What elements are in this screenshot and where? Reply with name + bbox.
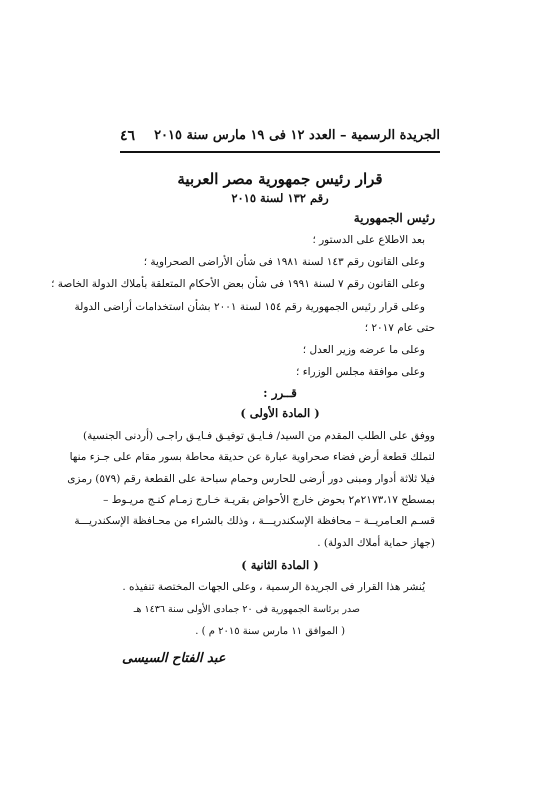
preamble-line: وعلى القانون رقم ٧ لسنة ١٩٩١ فى شأن بعض الأحكام المتعلقة بأملاك الدولة الخاصة ؛ [51,278,425,290]
running-title: الجريدة الرسمية – العدد ١٢ فى ١٩ مارس سنة ٢٠١٥ [154,128,440,143]
article-1-line: لتملك قطعة أرض فضاء صحراوية عبارة عن حديقة محاطة بسور مقام على جـزء منها [69,451,435,463]
preamble-line: وعلى القانون رقم ١٤٣ لسنة ١٩٨١ فى شأن الأراضى الصحراوية ؛ [143,256,425,268]
decided-heading: قــرر : [263,386,297,400]
header-rule [120,151,440,153]
issued-date-gregorian: ( الموافق ١١ مارس سنة ٢٠١٥ م ) . [195,626,345,637]
article-2-text: يُنشر هذا القرار فى الجريدة الرسمية ، وعلى الجهات المختصة تنفيذه . [122,581,425,593]
preamble-line: حتى عام ٢٠١٧ ؛ [364,322,435,334]
article-1-line: بمسطح ٢١٧٣،١٧م٢ بحوض خارج الأحواض بقريـة خـارج زمـام كنـج مريـوط – [103,494,435,506]
preamble-line: وعلى ما عرضه وزير العدل ؛ [302,344,425,356]
article-1-line: فيلا ثلاثة أدوار ومبنى دور أرضى للحارس وحمام سباحة على القطعة رقم (٥٧٩) رمزى [67,473,435,485]
preamble-line: بعد الاطلاع على الدستور ؛ [312,234,425,246]
preamble-line: وعلى موافقة مجلس الوزراء ؛ [296,366,425,378]
signature: عبد الفتاح السيسى [122,651,226,666]
article-1-line: (جهاز حماية أملاك الدولة) . [317,537,435,549]
article-1-line: ووفق على الطلب المقدم من السيد/ فـايـق توفيـق فـايـق راجـى (أردنى الجنسية) [82,430,435,442]
page-number: ٤٦ [120,128,136,144]
issuer-heading: رئيس الجمهورية [353,211,435,225]
page-header [120,128,440,150]
article-1-line: قسـم العـامريــة – محافظة الإسكندريـــة ، وذلك بالشراء من محـافظة الإسكندريـــة [74,515,435,527]
preamble-line: وعلى قرار رئيس الجمهورية رقم ١٥٤ لسنة ٢٠٠١ بشأن استخدامات أراضى الدولة [74,301,425,313]
decree-title: قرار رئيس جمهورية مصر العربية [177,170,383,188]
issued-date-hijri: صدر برئاسة الجمهورية فى ٢٠ جمادى الأولى سنة ١٤٣٦ هـ [133,604,360,615]
article-2-heading: ( المادة الثانية ) [241,558,319,572]
decree-number: رقم ١٣٢ لسنة ٢٠١٥ [231,191,329,205]
article-1-heading: ( المادة الأولى ) [240,406,320,420]
